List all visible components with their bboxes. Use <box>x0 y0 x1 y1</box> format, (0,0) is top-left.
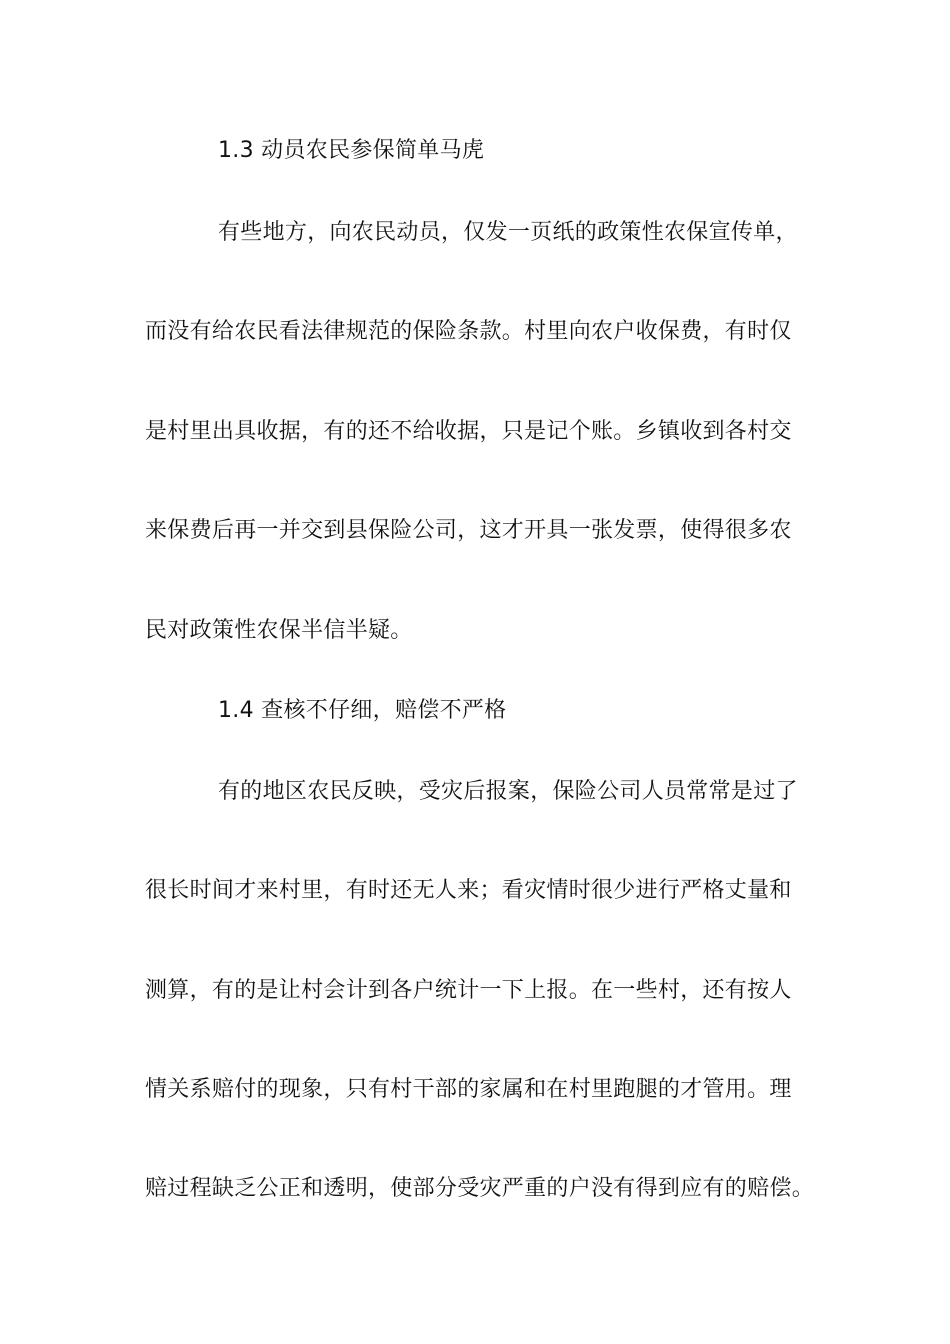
paragraph-line: 是村里出具收据，有的还不给收据，只是记个账。乡镇收到各村交 <box>145 419 792 444</box>
paragraph-line: 有些地方，向农民动员，仅发一页纸的政策性农保宣传单， <box>218 220 798 245</box>
section-heading-1-3: 1.3 动员农民参保简单马虎 <box>218 138 485 163</box>
paragraph-line: 民对政策性农保半信半疑。 <box>145 618 413 643</box>
paragraph-line: 情关系赔付的现象，只有村干部的家属和在村里跑腿的才管用。理 <box>145 1077 792 1102</box>
section-heading-1-4: 1.4 查核不仔细，赔偿不严格 <box>218 698 507 723</box>
paragraph-line: 而没有给农民看法律规范的保险条款。村里向农户收保费，有时仅 <box>145 319 792 344</box>
paragraph-line: 测算，有的是让村会计到各户统计一下上报。在一些村，还有按人 <box>145 978 792 1003</box>
paragraph-line: 很长时间才来村里，有时还无人来；看灾情时很少进行严格丈量和 <box>145 878 792 903</box>
paragraph-line: 赔过程缺乏公正和透明，使部分受灾严重的户没有得到应有的赔偿。 <box>145 1176 815 1201</box>
paragraph-line: 有的地区农民反映，受灾后报案，保险公司人员常常是过了 <box>218 779 798 804</box>
paragraph-line: 来保费后再一并交到县保险公司，这才开具一张发票，使得很多农 <box>145 518 792 543</box>
